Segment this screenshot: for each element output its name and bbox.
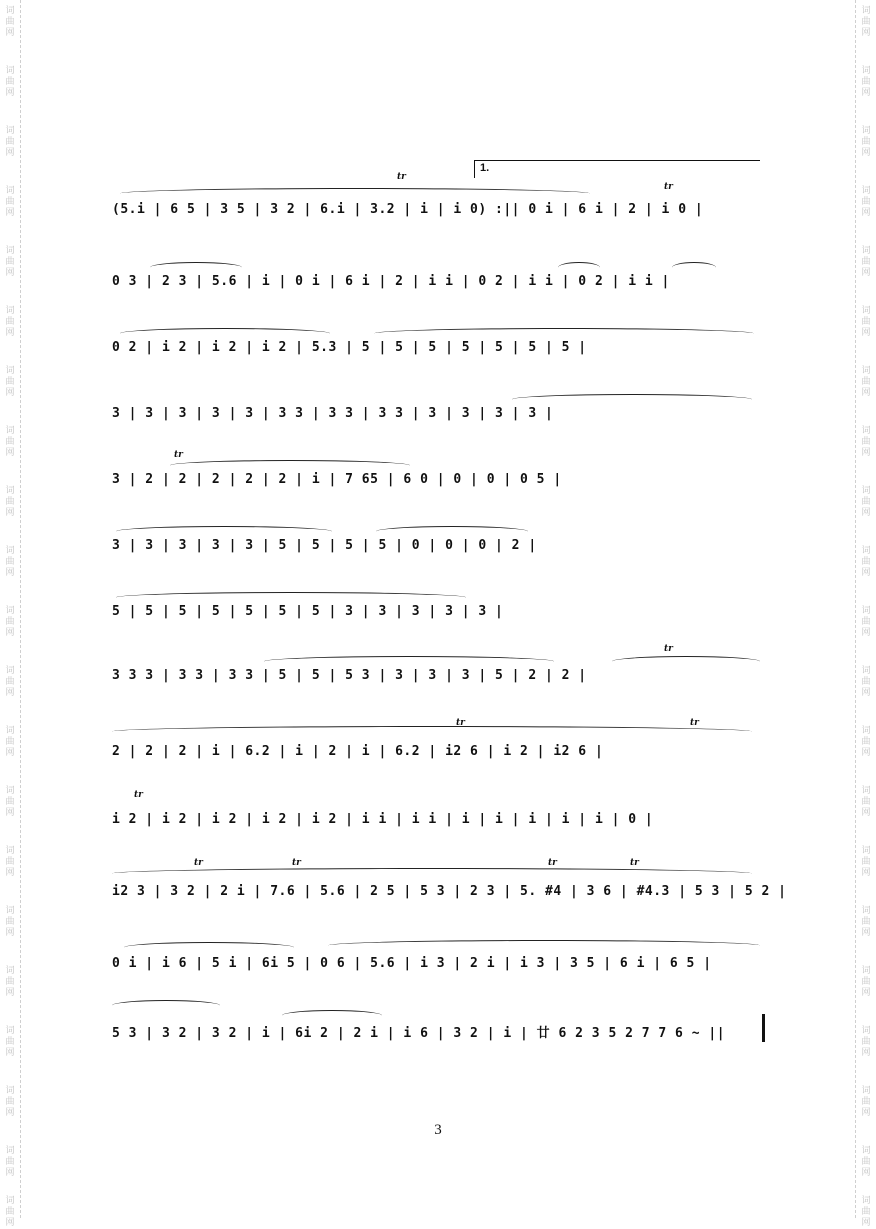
notation-line: 0 2 | i 2 | i 2 | i 2 | 5.3 | 5 | 5 | 5 | 5 | 5 | 5 | 5 | [112,340,587,355]
watermark-text: 词曲网 [5,1196,15,1228]
notation-line: 0 i | i 6 | 5 i | 6i 5 | 0 6 | 5.6 | i 3 | 2 i | i 3 | 3 5 | 6 i | 6 5 | [112,956,712,971]
watermark-text: 词曲网 [861,306,871,338]
slur-mark [672,262,716,273]
watermark-text: 词曲网 [861,546,871,578]
slur-mark [120,188,590,199]
watermark-text: 词曲网 [861,1196,871,1228]
notation-line: 3 | 3 | 3 | 3 | 3 | 5 | 5 | 5 | 5 | 0 | 0 | 0 | 2 | [112,538,537,553]
watermark-text: 词曲网 [5,846,15,878]
watermark-text: 词曲网 [5,666,15,698]
trill-mark: tr [134,790,143,800]
score-line-12 [112,952,768,980]
final-barline [762,1014,765,1042]
watermark-text: 词曲网 [861,666,871,698]
trill-mark: tr [630,858,639,868]
watermark-text: 词曲网 [5,126,15,158]
slur-mark [112,1000,220,1011]
watermark-text: 词曲网 [5,246,15,278]
score-line-4 [112,402,768,430]
watermark-text: 词曲网 [5,486,15,518]
watermark-text: 词曲网 [861,1146,871,1178]
slur-mark [112,726,752,737]
notation-line: 5 3 | 3 2 | 3 2 | i | 6i 2 | 2 i | i 6 | 3 2 | i | 廿 6 2 3 5 2 7 7 6 ~ || [112,1026,726,1041]
score-line-1 [112,172,768,226]
watermark-text: 词曲网 [861,66,871,98]
slur-mark [612,656,760,667]
slur-mark [112,868,752,879]
trill-mark: tr [456,718,465,728]
watermark-text: 词曲网 [5,1026,15,1058]
trill-mark: tr [690,718,699,728]
watermark-text: 词曲网 [5,366,15,398]
slur-mark [170,460,410,471]
watermark-text: 词曲网 [5,186,15,218]
slur-mark [150,262,242,273]
score-line-8 [112,644,768,692]
notation-line: (5.i | 6 5 | 3 5 | 3 2 | 6.i | 3.2 | i | i 0) :|| 0 i | 6 i | 2 | i 0 | [112,202,704,217]
slur-mark [512,394,752,405]
slur-mark [120,328,330,339]
watermark-text: 词曲网 [5,1086,15,1118]
watermark-text: 词曲网 [861,606,871,638]
watermark-text: 词曲网 [861,846,871,878]
watermark-text: 词曲网 [5,786,15,818]
watermark-text: 词曲网 [861,486,871,518]
score-line-7 [112,600,768,628]
trill-mark: tr [664,644,673,654]
watermark-text: 词曲网 [5,606,15,638]
watermark-text: 词曲网 [861,186,871,218]
notation-line: 5 | 5 | 5 | 5 | 5 | 5 | 5 | 3 | 3 | 3 | 3 | 3 | [112,604,504,619]
watermark-text: 词曲网 [861,786,871,818]
watermark-text: 词曲网 [861,426,871,458]
watermark-text: 词曲网 [861,366,871,398]
score-line-6 [112,534,768,562]
notation-line: 3 | 2 | 2 | 2 | 2 | 2 | i | 7 65 | 6 0 | 0 | 0 | 0 5 | [112,472,562,487]
score-line-5 [112,450,768,496]
score-line-9 [112,718,768,768]
watermark-text: 词曲网 [5,966,15,998]
volta-label: 1. [480,162,490,174]
watermark-text: 词曲网 [861,966,871,998]
watermark-text: 词曲网 [861,126,871,158]
slur-mark [116,592,466,603]
trill-mark: tr [397,172,406,182]
watermark-text: 词曲网 [861,6,871,38]
slur-mark [264,656,554,667]
watermark-text: 词曲网 [861,726,871,758]
watermark-text: 词曲网 [5,6,15,38]
trill-mark: tr [194,858,203,868]
notation-line: 0 3 | 2 3 | 5.6 | i | 0 i | 6 i | 2 | i i | 0 2 | i i | 0 2 | i i | [112,274,670,289]
score-line-13 [112,1018,768,1046]
watermark-text: 词曲网 [861,1086,871,1118]
notation-line: 3 | 3 | 3 | 3 | 3 | 3 3 | 3 3 | 3 3 | 3 | 3 | 3 | 3 | [112,406,554,421]
score-line-11 [112,858,787,908]
watermark-text: 词曲网 [5,906,15,938]
slur-mark [376,526,528,537]
notation-line: i 2 | i 2 | i 2 | i 2 | i 2 | i i | i i | i | i | i | i | i | 0 | [112,812,654,827]
slur-mark [558,262,600,273]
watermark-text: 词曲网 [5,66,15,98]
watermark-text: 词曲网 [5,1146,15,1178]
notation-line: 3 3 3 | 3 3 | 3 3 | 5 | 5 | 5 3 | 3 | 3 | 3 | 5 | 2 | 2 | [112,668,587,683]
watermark-text: 词曲网 [5,546,15,578]
slur-mark [282,1010,382,1021]
slur-mark [374,328,754,339]
watermark-text: 词曲网 [5,306,15,338]
trill-mark: tr [292,858,301,868]
slur-mark [116,526,332,537]
score-line-3 [112,336,768,364]
page-number: 3 [434,1122,442,1138]
watermark-text: 词曲网 [861,1026,871,1058]
watermark-text: 词曲网 [861,906,871,938]
left-watermark-strip [0,0,21,1228]
volta-bracket [474,160,764,178]
notation-line: 2 | 2 | 2 | i | 6.2 | i | 2 | i | 6.2 | i2 6 | i 2 | i2 6 | [112,744,604,759]
score-line-2 [112,270,768,298]
watermark-text: 词曲网 [5,426,15,458]
watermark-text: 词曲网 [5,726,15,758]
trill-mark: tr [548,858,557,868]
notation-line: i2 3 | 3 2 | 2 i | 7.6 | 5.6 | 2 5 | 5 3 | 2 3 | 5. #4 | 3 6 | #4.3 | 5 3 | 5 2 | [112,884,787,899]
trill-mark: tr [174,450,183,460]
right-watermark-strip [855,0,876,1228]
slur-mark [328,940,760,951]
score-line-10 [112,790,768,836]
slur-mark [124,942,294,953]
trill-mark: tr [664,182,673,192]
watermark-text: 词曲网 [861,246,871,278]
